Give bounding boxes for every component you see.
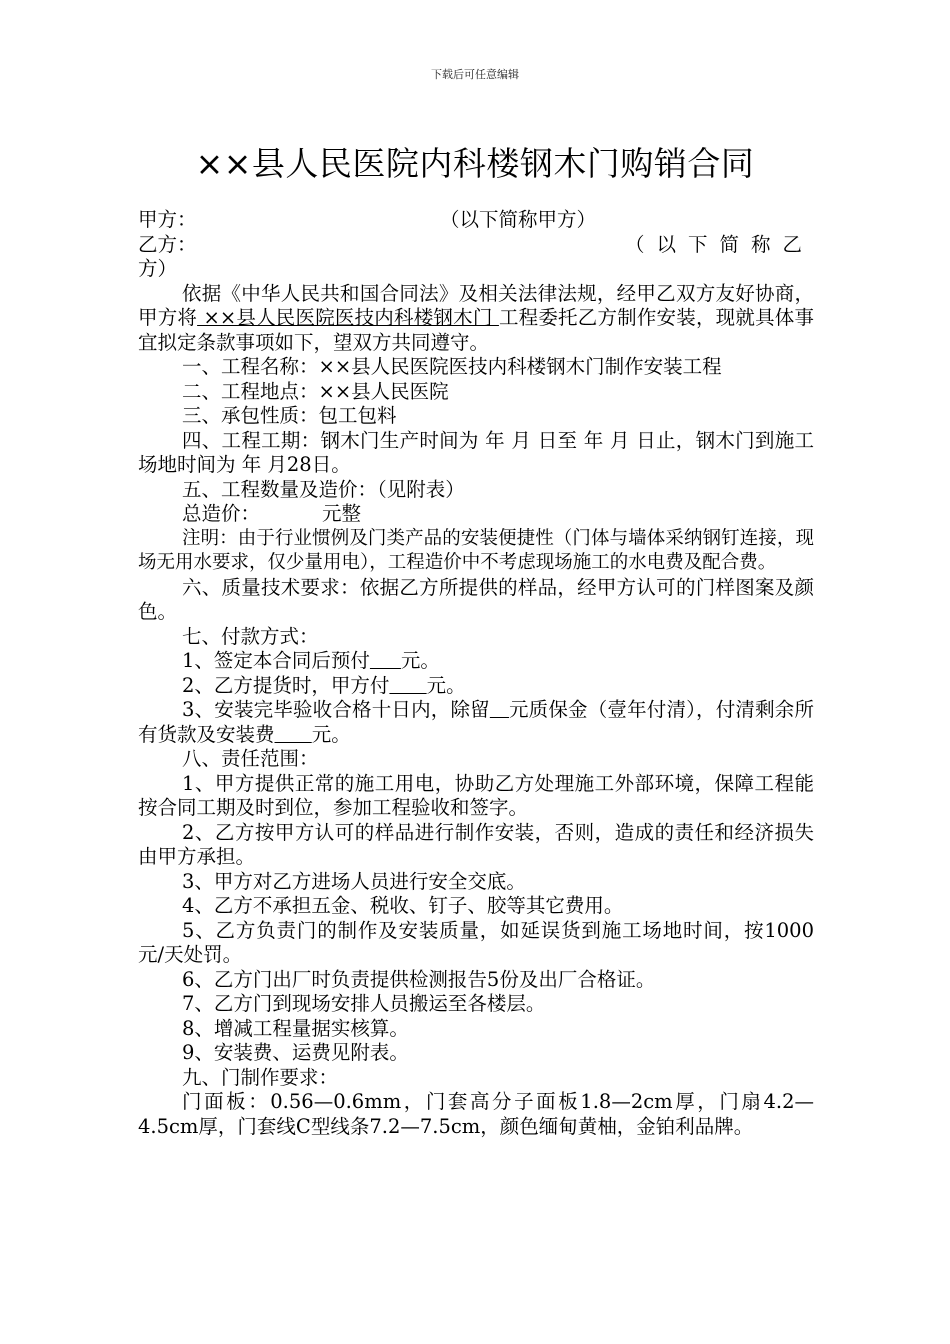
- responsibility-item-8: 8、增减工程量据实核算。: [182, 1016, 409, 1040]
- responsibility-item-2: 2、乙方按甲方认可的样品进行制作安装，否则，造成的责任和经济损失由甲方承担。: [138, 820, 814, 868]
- payment-item-3: [138, 698, 814, 747]
- payment-1-unit: 元。: [400, 649, 440, 672]
- payment-3-text-mid: 元质保金（壹年付清），付清剩余所有货款及安装费: [138, 698, 814, 746]
- total-cost-line: [138, 502, 814, 527]
- payment-2-unit: 元。: [426, 673, 466, 697]
- party-b-alias-cont: 方）: [138, 257, 178, 280]
- clause-schedule: 四、工程工期：钢木门生产时间为 年 月 日至 年 月 日止，钢木门到施工场地时间为 年 月28日。: [138, 428, 814, 476]
- payment-2-blank: [389, 674, 426, 697]
- intro-paragraph: [138, 282, 814, 356]
- clause-responsibility: 八、责任范围：: [182, 747, 319, 770]
- responsibility-item-9: 9、安装费、运费见附表。: [182, 1041, 409, 1064]
- party-b-line: [138, 233, 814, 258]
- header-note: 下载后可任意编辑: [431, 68, 519, 81]
- payment-3-blank: [490, 698, 509, 721]
- party-b-alias: （以下简称乙: [624, 232, 814, 256]
- responsibility-item-4: 4、乙方不承担五金、税收、钉子、胶等其它费用。: [182, 894, 624, 917]
- clause-contract-type: 三、承包性质：包工包料: [182, 404, 397, 427]
- payment-1-text: 1、签定本合同后预付: [182, 649, 370, 672]
- clause-note: 注明：由于行业惯例及门类产品的安装便捷性（门体与墙体采纳钢钉连接，现场无用水要求，仅少量用电），工程造价中不考虑现场施工的水电费及配合费。: [138, 527, 814, 573]
- responsibility-item-6: 6、乙方门出厂时负责提供检测报告5份及出厂合格证。: [182, 967, 656, 991]
- payment-1-blank: [370, 649, 401, 672]
- clause-quantity-cost: 五、工程数量及造价：（见附表）: [182, 477, 465, 501]
- total-cost-unit: 元整: [322, 502, 362, 525]
- payment-3-blank-2: [275, 723, 312, 746]
- party-a-label: 甲方：: [138, 208, 197, 231]
- intro-project-name: ××县人民医院医技内科楼钢木门: [197, 306, 499, 329]
- contract-body: [138, 208, 814, 1139]
- responsibility-item-3: 3、甲方对乙方进场人员进行安全交底。: [182, 869, 526, 893]
- door-spec-paragraph: 门面板：0.56—0.6mm，门套高分子面板1.8—2cm厚，门扇4.2—4.5cm厚，门套线C型线条7.2—7.5cm，颜色缅甸黄柚，金铂利品牌。: [138, 1090, 814, 1138]
- payment-3-text: 3、安装完毕验收合格十日内，除留: [182, 698, 490, 721]
- party-a-line: [138, 208, 814, 233]
- payment-item-1: [138, 649, 814, 674]
- total-cost-label: 总造价：: [182, 502, 261, 525]
- party-b-label: 乙方：: [138, 232, 197, 256]
- payment-item-2: [138, 674, 814, 699]
- responsibility-item-7: 7、乙方门到现场安排人员搬运至各楼层。: [182, 992, 546, 1015]
- payment-3-unit: 元。: [311, 722, 351, 746]
- responsibility-item-5: 5、乙方负责门的制作及安装质量，如延误货到施工场地时间，按1000元/天处罚。: [138, 918, 814, 966]
- clause-payment: 七、付款方式：: [182, 624, 319, 648]
- intro-text-post: 工程委托乙方制作安装，现就具体事宜拟定条款事项如下，望双方共同遵守。: [138, 306, 814, 354]
- responsibility-item-1: 1、甲方提供正常的施工用电，协助乙方处理施工外部环境，保障工程能按合同工期及时到位，参加工程验收和签字。: [138, 771, 814, 819]
- clause-door-requirements: 九、门制作要求：: [182, 1065, 339, 1089]
- clause-quality: 六、质量技术要求：依据乙方所提供的样品，经甲方认可的门样图案及颜色。: [138, 575, 814, 623]
- document-title: ××县人民医院内科楼钢木门购销合同: [195, 144, 755, 183]
- clause-location: 二、工程地点：××县人民医院: [182, 379, 449, 403]
- clause-project-name: 一、工程名称：××县人民医院医技内科楼钢木门制作安装工程: [182, 355, 722, 378]
- payment-2-text: 2、乙方提货时，甲方付: [182, 673, 390, 697]
- party-a-alias: （以下简称甲方）: [439, 208, 596, 231]
- intro-text-pre: 依据《中华人民共和国合同法》及相关法律法规，经甲乙双方友好协商，甲方将: [138, 281, 814, 329]
